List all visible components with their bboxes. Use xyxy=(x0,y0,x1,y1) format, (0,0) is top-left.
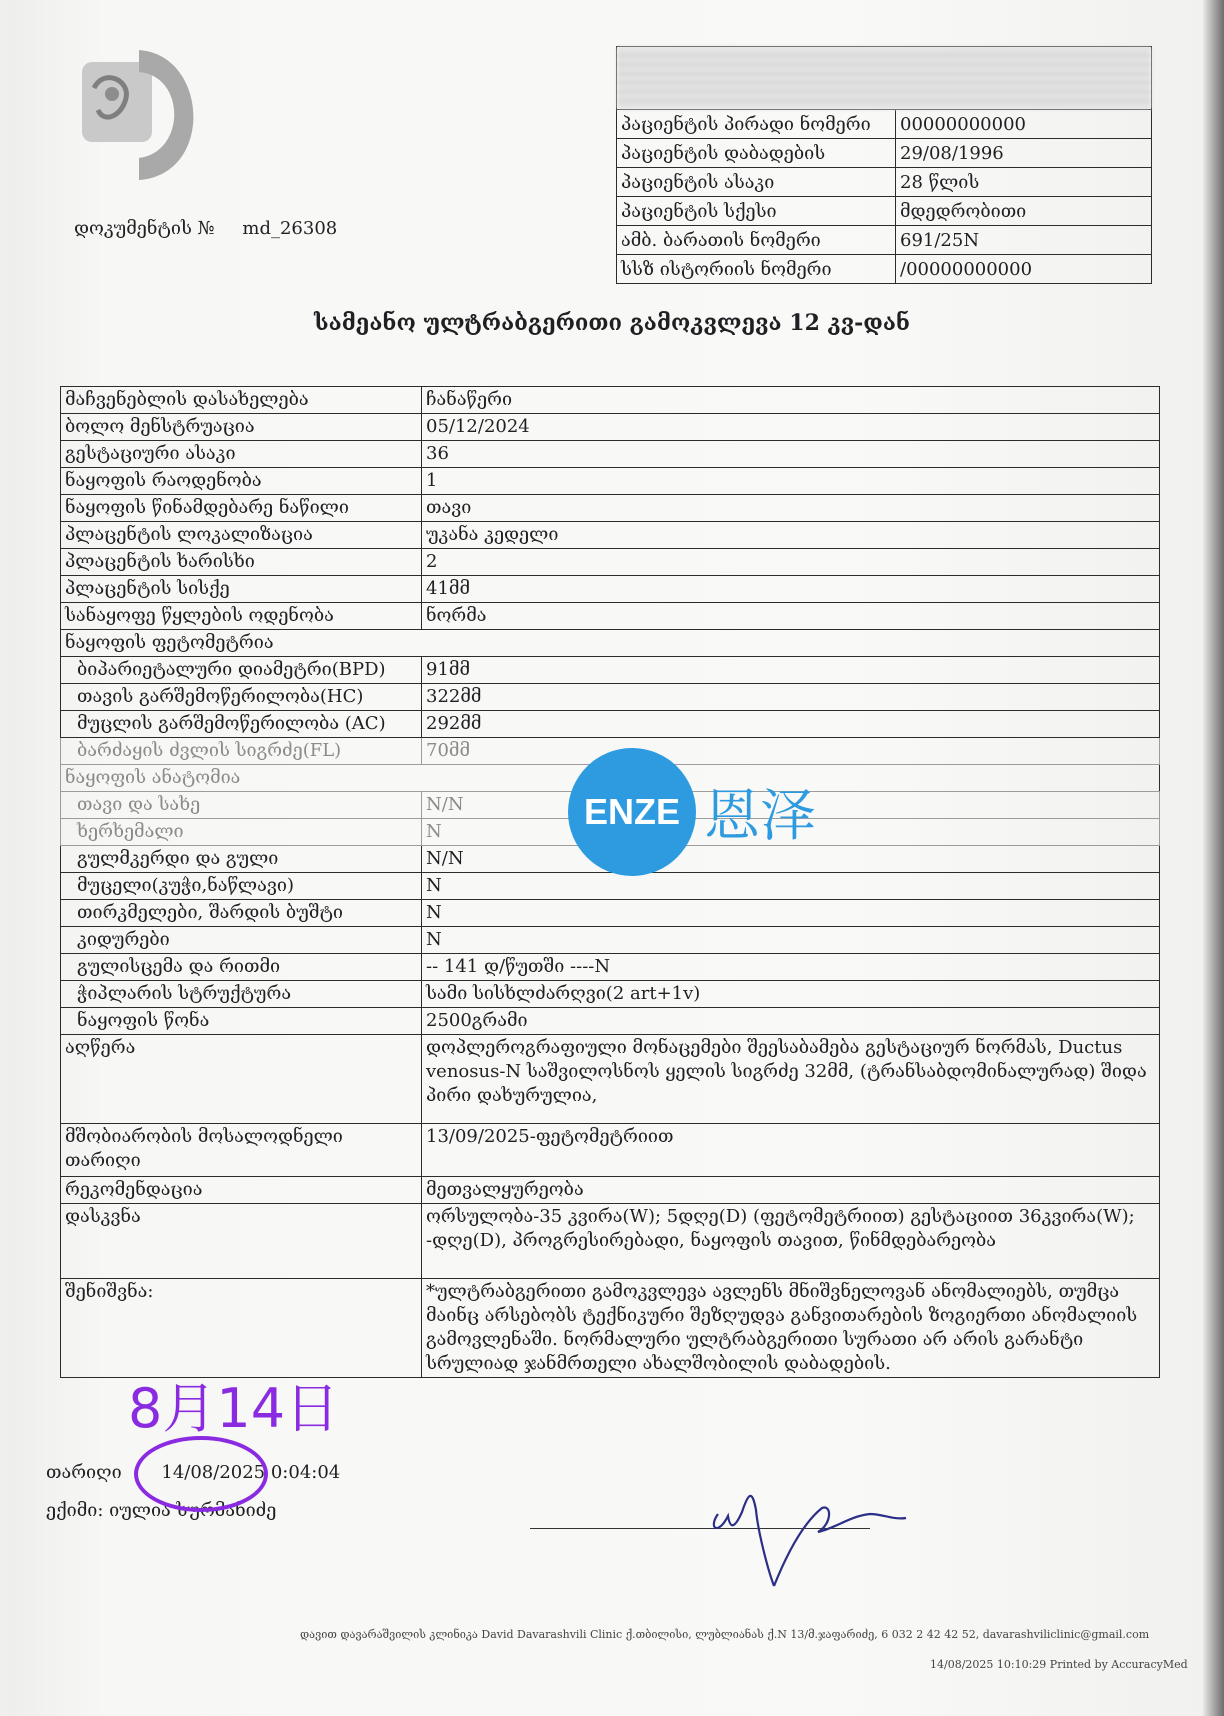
row-label: ბიპარიეტალური დიამეტრი(BPD) xyxy=(61,657,422,684)
patient-label: პაციენტის პირადი ნომერი xyxy=(617,110,896,139)
watermark-text: 恩泽 xyxy=(704,784,816,849)
row-value: 1 xyxy=(422,468,1160,495)
row-value: N/N xyxy=(422,846,1160,873)
table-row xyxy=(61,603,1160,630)
table-row xyxy=(61,1008,1160,1035)
table-row xyxy=(61,1035,1160,1124)
patient-row xyxy=(617,139,1152,168)
row-label: ჭიპლარის სტრუქტურა xyxy=(61,981,422,1008)
table-row xyxy=(61,927,1160,954)
row-value: თავი xyxy=(422,495,1160,522)
row-value: 322მმ xyxy=(422,684,1160,711)
row-value: 36 xyxy=(422,441,1160,468)
date-value: 14/08/2025 xyxy=(161,1462,266,1483)
row-value: ნორმა xyxy=(422,603,1160,630)
patient-value: 28 წლის xyxy=(896,168,1152,197)
row-label: რეკომენდაცია xyxy=(61,1177,422,1204)
patient-label: პაციენტის დაბადების xyxy=(617,139,896,168)
page-title: სამეანო ულტრაბგერითი გამოკვლევა 12 კვ-დან xyxy=(314,310,910,336)
row-label: დასკვნა xyxy=(61,1204,422,1279)
patient-row xyxy=(617,255,1152,284)
row-value: 2 xyxy=(422,549,1160,576)
row-label: ნაყოფის რაოდენობა xyxy=(61,468,422,495)
row-label: თავის გარშემოწერილობა(HC) xyxy=(61,684,422,711)
table-row xyxy=(61,468,1160,495)
date-annotation: 8月14日 xyxy=(128,1377,340,1440)
section-label: ნაყოფის ფეტომეტრია xyxy=(61,630,1160,657)
page-edge-shadow xyxy=(1202,0,1224,1716)
row-label: გესტაციური ასაკი xyxy=(61,441,422,468)
row-label: პლაცენტის ლოკალიზაცია xyxy=(61,522,422,549)
signature xyxy=(700,1458,910,1608)
table-row xyxy=(61,387,1160,414)
table-row xyxy=(61,1279,1160,1378)
row-label: გულმკერდი და გული xyxy=(61,846,422,873)
row-value: 41მმ xyxy=(422,576,1160,603)
patient-row xyxy=(617,110,1152,139)
row-value: 13/09/2025-ფეტომეტრიით xyxy=(422,1124,1160,1177)
row-label: ბარძაყის ძვლის სიგრძე(FL) xyxy=(61,738,422,765)
row-value: 70მმ xyxy=(422,738,1160,765)
doctor-name: იულია სურმანიძე xyxy=(109,1500,277,1521)
row-value: 2500გრამი xyxy=(422,1008,1160,1035)
date-label: თარიღი xyxy=(46,1462,122,1483)
row-value: უკანა კედელი xyxy=(422,522,1160,549)
patient-label: პაციენტის ასაკი xyxy=(617,168,896,197)
row-value: N/N xyxy=(422,792,1160,819)
row-value: *ულტრაბგერითი გამოკვლევა ავლენს მნიშვნელოვან ანომალიებს, თუმცა მაინც არსებობს ტექნიკური შეზღუდვა განვითარების ზოგიერთი ანომალიის გამოვლენაში. ნორმალური ულტრაბგერითი სურათი არ არის გარანტი სრულიად ჯანმრთელი ახალშობილის დაბადების. xyxy=(422,1279,1160,1378)
row-value: სამი სისხლძარღვი(2 art+1v) xyxy=(422,981,1160,1008)
date-circle-annotation xyxy=(134,1436,268,1512)
row-value: N xyxy=(422,873,1160,900)
patient-label: ამბ. ბარათის ნომერი xyxy=(617,226,896,255)
patient-row xyxy=(617,168,1152,197)
table-row xyxy=(61,414,1160,441)
row-value: დოპლეროგრაფიული მონაცემები შეესაბამება გესტაციურ ნორმას, Ductus venosus-N საშვილოსნოს ყელის სიგრძე 32მმ, (ტრანსაბდომინალურად) შიდა პირი დახურულია, xyxy=(422,1035,1160,1124)
row-label: მუცლის გარშემოწერილობა (AC) xyxy=(61,711,422,738)
document-number-label: დოკუმენტის № xyxy=(74,218,215,239)
row-label: მაჩვენებლის დასახელება xyxy=(61,387,422,414)
table-row xyxy=(61,576,1160,603)
row-value: 91მმ xyxy=(422,657,1160,684)
table-row xyxy=(61,981,1160,1008)
row-label: აღწერა xyxy=(61,1035,422,1124)
table-row xyxy=(61,495,1160,522)
row-label: თირკმელები, შარდის ბუშტი xyxy=(61,900,422,927)
row-label: შენიშვნა: xyxy=(61,1279,422,1378)
table-row xyxy=(61,954,1160,981)
row-value: მეთვალყურეობა xyxy=(422,1177,1160,1204)
row-value: N xyxy=(422,819,1160,846)
row-label: გულისცემა და რითმი xyxy=(61,954,422,981)
patient-label: სსზ ისტორიის ნომერი xyxy=(617,255,896,284)
row-label: სანაყოფე წყლების ოდენობა xyxy=(61,603,422,630)
row-label: ხერხემალი xyxy=(61,819,422,846)
row-label: ბოლო მენსტრუაცია xyxy=(61,414,422,441)
table-row xyxy=(61,1204,1160,1279)
row-value: -- 141 დ/წუთში ----N xyxy=(422,954,1160,981)
row-label: ნაყოფის წონა xyxy=(61,1008,422,1035)
ultrasound-results-table xyxy=(60,386,1160,1378)
row-label: პლაცენტის სისქე xyxy=(61,576,422,603)
table-row xyxy=(61,657,1160,684)
redacted-patient-name xyxy=(617,47,1152,110)
patient-value: მდედრობითი xyxy=(896,197,1152,226)
table-row xyxy=(61,684,1160,711)
patient-value: 29/08/1996 xyxy=(896,139,1152,168)
clinic-logo xyxy=(74,40,224,190)
watermark-badge: ENZE xyxy=(568,748,696,876)
row-value: ორსულობა-35 კვირა(W); 5დღე(D) (ფეტომეტრიით) გესტაციით 36კვირა(W); -დღე(D), პროგრესირებადი, ნაყოფის თავით, წინმდებარეობა xyxy=(422,1204,1160,1279)
section-row-fetometry xyxy=(61,630,1160,657)
patient-info-table xyxy=(616,46,1152,284)
row-label: თავი და სახე xyxy=(61,792,422,819)
patient-value: /00000000000 xyxy=(896,255,1152,284)
table-row xyxy=(61,1177,1160,1204)
row-value: N xyxy=(422,927,1160,954)
row-label: მშობიარობის მოსალოდნელი თარიღი xyxy=(61,1124,422,1177)
document-number xyxy=(74,218,337,239)
patient-value: 691/25N xyxy=(896,226,1152,255)
redacted-row xyxy=(617,47,1152,110)
doctor-label: ექიმი: xyxy=(46,1500,104,1521)
table-row xyxy=(61,711,1160,738)
patient-row xyxy=(617,197,1152,226)
row-value: N xyxy=(422,900,1160,927)
row-value: ჩანაწერი xyxy=(422,387,1160,414)
patient-label: პაციენტის სქესი xyxy=(617,197,896,226)
clinic-footer: დავით დავარაშვილის კლინიკა David Davarashvili Clinic ქ.თბილისი, ლუბლიანას ქ.N 13/მ.ჯაფარიძე, 6 032 2 42 42 52, davarashviliclinic@gmail.com xyxy=(300,1628,1150,1641)
patient-row xyxy=(617,226,1152,255)
row-label: ნაყოფის წინამდებარე ნაწილი xyxy=(61,495,422,522)
document-number-value: md_26308 xyxy=(242,218,338,239)
enze-watermark xyxy=(568,748,816,876)
printed-line: 14/08/2025 10:10:29 Printed by AccuracyMed xyxy=(930,1658,1188,1671)
time-value: 0:04:04 xyxy=(270,1462,341,1483)
section-label: ნაყოფის ანატომია xyxy=(61,765,1160,792)
row-label: მუცელი(კუჭი,ნაწლავი) xyxy=(61,873,422,900)
row-label: კიდურები xyxy=(61,927,422,954)
row-value: 05/12/2024 xyxy=(422,414,1160,441)
table-row xyxy=(61,441,1160,468)
table-row xyxy=(61,549,1160,576)
table-row xyxy=(61,873,1160,900)
table-row xyxy=(61,522,1160,549)
row-label: პლაცენტის ხარისხი xyxy=(61,549,422,576)
table-row xyxy=(61,1124,1160,1177)
row-value: 292მმ xyxy=(422,711,1160,738)
table-row xyxy=(61,900,1160,927)
patient-value: 00000000000 xyxy=(896,110,1152,139)
